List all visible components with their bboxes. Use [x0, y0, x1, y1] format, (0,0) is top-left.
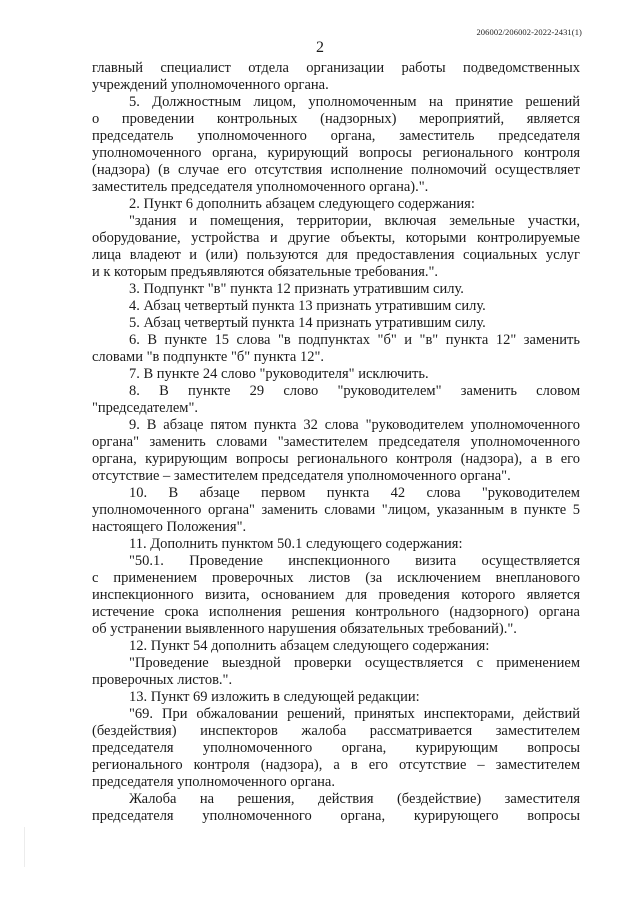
text-line: председателя уполномоченного органа, курирующим вопросы — [92, 740, 580, 756]
text-line: органа, курирующим вопросы регионального контроля (надзора), а в его — [92, 451, 580, 467]
text-line: 5. Должностным лицом, уполномоченным на принятие решений — [129, 94, 580, 110]
text-line: председатель уполномоченного органа, заместитель председателя — [92, 128, 580, 144]
text-line: лица владеют и (или) пользуются для предоставления социальных услуг — [92, 247, 580, 263]
document-code: 206002/206002-2022-2431(1) — [476, 27, 582, 37]
text-line: 12. Пункт 54 дополнить абзацем следующего содержания: — [129, 638, 490, 654]
text-line: 3. Подпункт "в" пункта 12 признать утратившим силу. — [129, 281, 464, 297]
scan-margin-mark — [24, 827, 25, 867]
text-line: 11. Дополнить пунктом 50.1 следующего содержания: — [129, 536, 463, 552]
text-line: учреждений уполномоченного органа. — [92, 77, 329, 93]
text-line: заместитель председателя уполномоченного органа).". — [92, 179, 429, 195]
text-line: "50.1. Проведение инспекционного визита осуществляется — [129, 553, 580, 569]
text-line: 4. Абзац четвертый пункта 13 признать утратившим силу. — [129, 298, 486, 314]
text-line: регионального контроля (надзора), а в его отсутствие – заместителем — [92, 757, 580, 773]
text-line: 13. Пункт 69 изложить в следующей редакции: — [129, 689, 420, 705]
text-line: 10. В абзаце первом пункта 42 слова "руководителем — [129, 485, 580, 501]
text-line: (надзора) (в случае его отсутствия исполнение полномочий осуществляет — [92, 162, 580, 178]
document-body — [92, 60, 580, 825]
text-line: Жалоба на решения, действия (бездействие) заместителя — [129, 791, 580, 807]
text-line: органа" заменить словами "заместителем председателя уполномоченного — [92, 434, 580, 450]
text-line: словами "в подпункте "б" пункта 12". — [92, 349, 325, 365]
text-line: "69. При обжаловании решений, принятых инспекторами, действий — [129, 706, 580, 722]
text-line: главный специалист отдела организации работы подведомственных — [92, 60, 580, 76]
text-line: (бездействия) инспекторов жалоба рассматривается заместителем — [92, 723, 580, 739]
text-line: 7. В пункте 24 слово "руководителя" исключить. — [129, 366, 429, 382]
text-line: 6. В пункте 15 слова "в подпунктах "б" и "в" пункта 12" заменить — [129, 332, 580, 348]
page-number: 2 — [316, 39, 324, 56]
text-line: 9. В абзаце пятом пункта 32 слова "руководителем уполномоченного — [129, 417, 580, 433]
text-line: "здания и помещения, территории, включая земельные участки, — [129, 213, 580, 229]
text-line: председателя уполномоченного органа. — [92, 774, 335, 790]
text-line: проверочных листов.". — [92, 672, 233, 688]
text-line: председателя уполномоченного органа, курирующего вопросы — [92, 808, 580, 824]
text-line: настоящего Положения". — [92, 519, 247, 535]
text-line: 5. Абзац четвертый пункта 14 признать утратившим силу. — [129, 315, 486, 331]
text-line: уполномоченного органа" заменить словами "лицом, указанным в пункте 5 — [92, 502, 580, 518]
text-line: "Проведение выездной проверки осуществляется с применением — [129, 655, 580, 671]
text-line: 8. В пункте 29 слово "руководителем" заменить словом — [129, 383, 580, 399]
text-line: 2. Пункт 6 дополнить абзацем следующего содержания: — [129, 196, 475, 212]
text-line: и к которым предъявляются обязательные требования.". — [92, 264, 439, 280]
text-line: с применением проверочных листов (за исключением внепланового — [92, 570, 580, 586]
text-line: истечение срока исполнения решения контрольного (надзорного) органа — [92, 604, 580, 620]
text-line: инспекционного визита, основанием для проведения которого является — [92, 587, 580, 603]
text-line: "председателем". — [92, 400, 199, 416]
text-line: отсутствие – заместителем председателя уполномоченного органа". — [92, 468, 511, 484]
text-line: уполномоченного органа, курирующий вопросы регионального контроля — [92, 145, 580, 161]
text-line: об устранении выявленного нарушения обязательных требований).". — [92, 621, 517, 637]
text-line: оборудование, устройства и другие объекты, которыми контролируемые — [92, 230, 580, 246]
text-line: о проведении контрольных (надзорных) мероприятий, является — [92, 111, 580, 127]
